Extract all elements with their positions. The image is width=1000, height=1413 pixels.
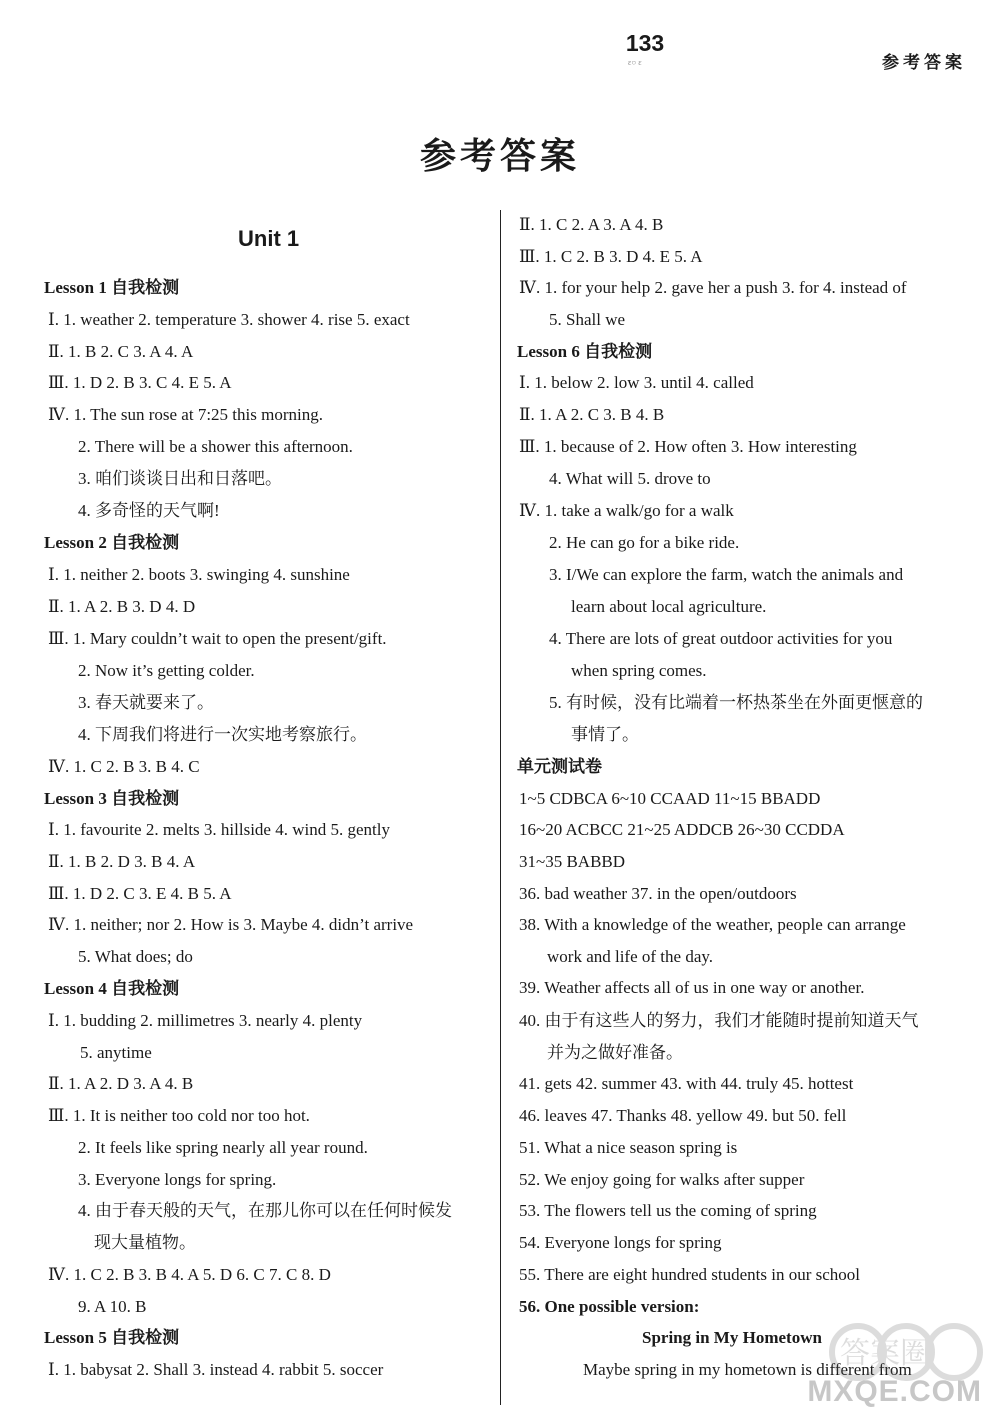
answer-line: 4. There are lots of great outdoor activities for you [549, 629, 893, 648]
watermark-chars: 答案圈 [840, 1336, 930, 1371]
page-title: 参考答案 [419, 136, 580, 177]
answer-line: 36. bad weather 37. in the open/outdoors [519, 884, 797, 903]
answer-line: 2. There will be a shower this afternoon. [78, 437, 353, 456]
answer-line: Ⅱ. 1. C 2. A 3. A 4. B [519, 215, 664, 234]
watermark-text: MXQE.COM [807, 1375, 982, 1408]
section-heading: Lesson 3 自我检测 [44, 789, 180, 808]
answer-line: Ⅲ. 1. because of 2. How often 3. How interesting [519, 437, 857, 456]
answer-line: 46. leaves 47. Thanks 48. yellow 49. but 50. fell [519, 1106, 847, 1125]
essay-title: Spring in My Hometown [642, 1328, 822, 1347]
answer-line: Ⅰ. 1. below 2. low 3. until 4. called [519, 373, 754, 392]
answer-line: Ⅱ. 1. B 2. C 3. A 4. A [48, 342, 194, 361]
answer-line: 并为之做好准备。 [547, 1043, 683, 1062]
answer-line: 1~5 CDBCA 6~10 CCAAD 11~15 BBADD [519, 789, 821, 808]
section-heading: 单元测试卷 [517, 757, 602, 776]
answer-line: 4. 多奇怪的天气啊! [78, 501, 220, 520]
answer-line: Ⅱ. 1. B 2. D 3. B 4. A [48, 852, 196, 871]
answer-line: 55. There are eight hundred students in our school [519, 1265, 861, 1284]
section-heading: Lesson 1 自我检测 [44, 278, 180, 297]
answer-line: Ⅲ. 1. C 2. B 3. D 4. E 5. A [519, 247, 703, 266]
answer-line: Ⅱ. 1. A 2. B 3. D 4. D [48, 597, 196, 616]
answer-line: 4. 下周我们将进行一次实地考察旅行。 [78, 725, 367, 744]
answer-line: Ⅳ. 1. neither; nor 2. How is 3. Maybe 4. didn’t arrive [48, 915, 414, 934]
answer-line: Ⅲ. 1. D 2. B 3. C 4. E 5. A [48, 373, 232, 392]
answer-line: 5. What does; do [78, 947, 193, 966]
page-number-ornament: ε○ ε [628, 58, 642, 67]
answer-line: 39. Weather affects all of us in one way or another. [519, 978, 865, 997]
answer-line: 9. A 10. B [78, 1297, 147, 1316]
answer-line: 52. We enjoy going for walks after supper [519, 1170, 805, 1189]
answer-line: Ⅳ. 1. C 2. B 3. B 4. A 5. D 6. C 7. C 8. D [48, 1265, 331, 1284]
answer-line: Ⅰ. 1. babysat 2. Shall 3. instead 4. rabbit 5. soccer [48, 1360, 384, 1379]
answer-line: 5. Shall we [549, 310, 626, 329]
answer-line: 54. Everyone longs for spring [519, 1233, 722, 1252]
section-heading: Lesson 4 自我检测 [44, 979, 180, 998]
essay-body: Maybe spring in my hometown is different from [583, 1360, 912, 1379]
answer-line: 5. anytime [80, 1043, 152, 1062]
answer-line: Ⅳ. 1. C 2. B 3. B 4. C [48, 757, 200, 776]
answer-line: Ⅲ. 1. Mary couldn’t wait to open the present/gift. [48, 629, 387, 648]
answer-line: 2. It feels like spring nearly all year round. [78, 1138, 368, 1157]
answer-line: Ⅰ. 1. weather 2. temperature 3. shower 4. rise 5. exact [48, 310, 410, 329]
answer-line: Ⅰ. 1. favourite 2. melts 3. hillside 4. wind 5. gently [48, 820, 390, 839]
answer-line: 53. The flowers tell us the coming of spring [519, 1201, 817, 1220]
answer-line: 3. 咱们谈谈日出和日落吧。 [78, 469, 282, 488]
answer-line: 3. Everyone longs for spring. [78, 1170, 277, 1189]
answer-line: 4. What will 5. drove to [549, 469, 711, 488]
answer-line: when spring comes. [571, 661, 707, 680]
answer-line: work and life of the day. [547, 947, 714, 966]
answer-line: 51. What a nice season spring is [519, 1138, 738, 1157]
section-heading: Lesson 2 自我检测 [44, 533, 180, 552]
answer-line: Ⅰ. 1. budding 2. millimetres 3. nearly 4. plenty [48, 1011, 363, 1030]
unit-heading: Unit 1 [238, 226, 300, 251]
answer-line: Ⅳ. 1. take a walk/go for a walk [519, 501, 734, 520]
page-number: 133 [625, 30, 665, 56]
answer-line: 38. With a knowledge of the weather, people can arrange [519, 915, 906, 934]
answer-line: 2. He can go for a bike ride. [549, 533, 740, 552]
answer-line: Ⅲ. 1. D 2. C 3. E 4. B 5. A [48, 884, 232, 903]
answer-line: 3. 春天就要来了。 [78, 693, 214, 712]
answer-line-heading: 56. One possible version: [519, 1297, 700, 1316]
answer-line: Ⅲ. 1. It is neither too cold nor too hot. [48, 1106, 310, 1125]
answer-line: 现大量植物。 [94, 1233, 196, 1252]
answer-line: 16~20 ACBCC 21~25 ADDCB 26~30 CCDDA [519, 820, 845, 839]
answer-line: Ⅳ. 1. The sun rose at 7:25 this morning. [48, 405, 323, 424]
column-divider [500, 210, 501, 1405]
answer-line: 31~35 BABBD [519, 852, 626, 871]
answer-line: Ⅰ. 1. neither 2. boots 3. swinging 4. sunshine [48, 565, 350, 584]
section-heading: Lesson 6 自我检测 [517, 342, 653, 361]
answer-line: 5. 有时候，没有比端着一杯热茶坐在外面更惬意的 [549, 693, 923, 712]
answer-line: 40. 由于有这些人的努力，我们才能随时提前知道天气 [519, 1011, 919, 1030]
answer-line: 3. I/We can explore the farm, watch the animals and [549, 565, 904, 584]
answer-line: Ⅱ. 1. A 2. C 3. B 4. B [519, 405, 665, 424]
answer-line: Ⅳ. 1. for your help 2. gave her a push 3. for 4. instead of [519, 278, 907, 297]
answer-line: 事情了。 [571, 725, 639, 744]
section-heading: Lesson 5 自我检测 [44, 1328, 180, 1347]
header-section-label: 参考答案 [882, 53, 966, 73]
answer-line: learn about local agriculture. [571, 597, 767, 616]
answer-line: 4. 由于春天般的天气，在那儿你可以在任何时候发 [78, 1201, 452, 1220]
answer-line: 41. gets 42. summer 43. with 44. truly 45. hottest [519, 1074, 854, 1093]
answer-line: 2. Now it’s getting colder. [78, 661, 255, 680]
answer-line: Ⅱ. 1. A 2. D 3. A 4. B [48, 1074, 194, 1093]
